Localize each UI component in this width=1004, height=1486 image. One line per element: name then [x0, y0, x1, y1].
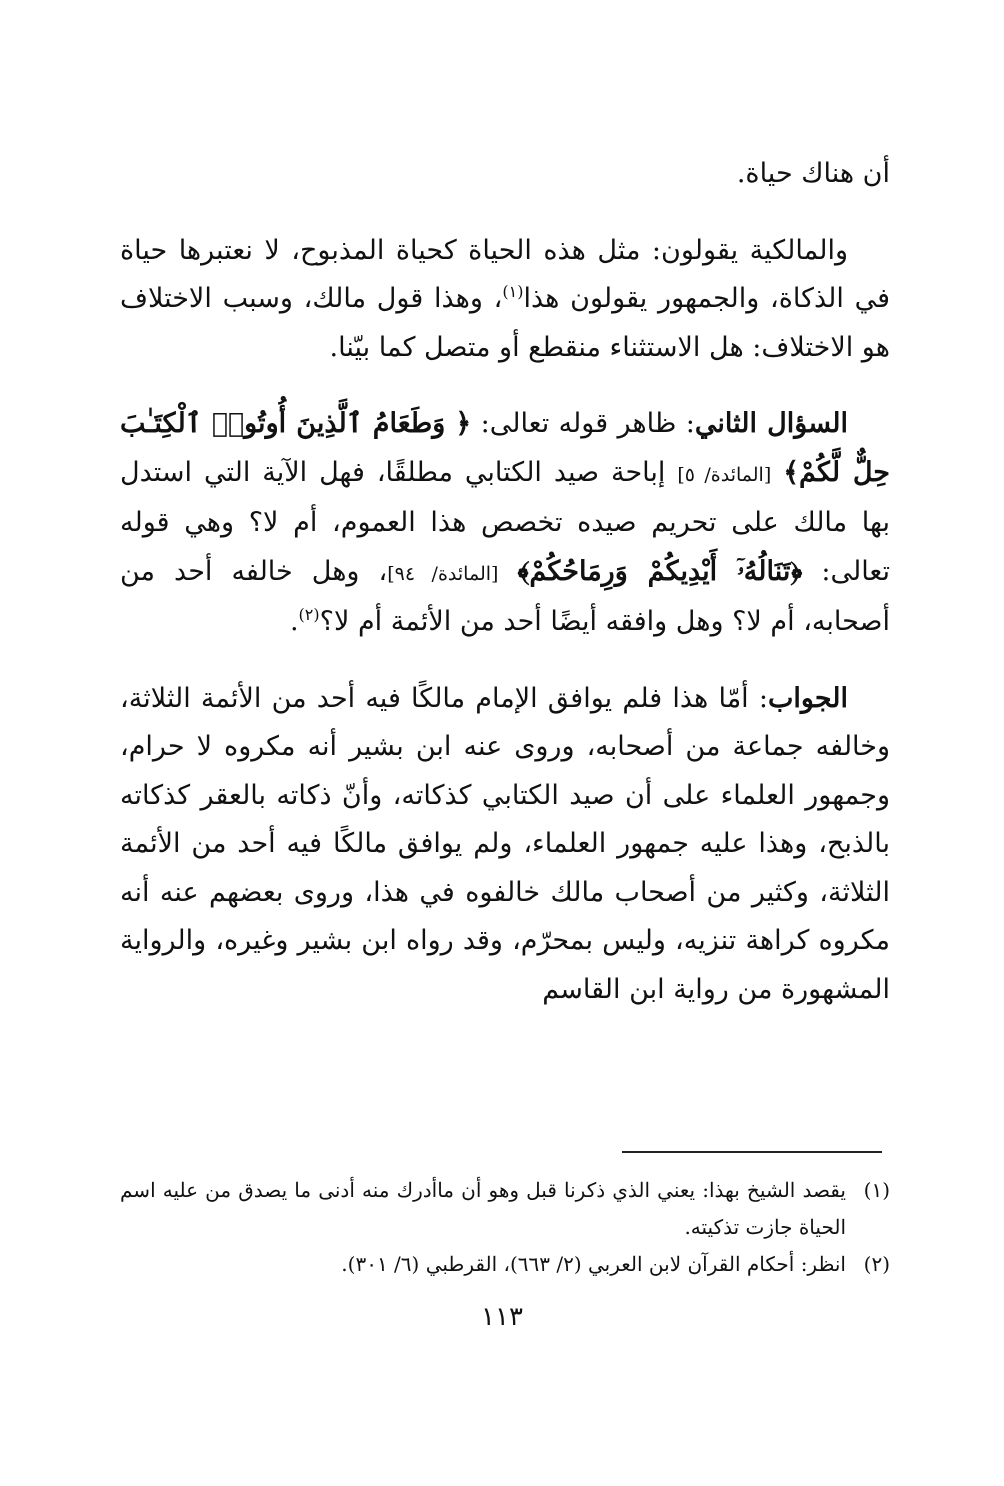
footnote-1: [120, 1172, 890, 1246]
paragraph-3-end: .: [289, 606, 299, 637]
paragraph-4-text: : أمّا هذا فلم يوافق الإمام مالكًا فيه أحد من الأئمة الثلاثة، وخالفه جماعة من أصحابه، وروى عنه ابن بشير أنه مكروه لا حرام، وجمهور العلماء على أن صيد الكتابي كذكاته، وأنّ ذكاته بالعقر كذكاته بالذبح، وهذا عليه جمهور العلماء، ولم يوافق مالكًا فيه أحد من الأئمة الثلاثة، وكثير من أصحاب مالك خالفوه في هذا، وروى بعضهم عنه أنه مكروه كراهة تنزيه، وليس بمحرّم، وقد رواه ابن بشير وغيره، والرواية المشهورة من رواية ابن القاسم: [120, 682, 890, 1005]
answer-label: الجواب: [767, 682, 848, 714]
paragraph-3-text-b: إباحة صيد الكتابي مطلقًا، فهل الآية التي استدل بها مالك على تحريم صيده تخصص هذا العموم، أم لا؟ وهي قوله تعالى:: [120, 456, 890, 587]
footnote-separator: [622, 1151, 882, 1153]
paragraph-1-text: أن هناك حياة.: [736, 158, 890, 189]
footnote-2-number: (٢): [863, 1252, 890, 1276]
paragraph-2-text-b: ، وهذا قول مالك، وسبب الاختلاف هو الاختلاف: هل الاستثناء منقطع أو متصل كما بيّنا.: [120, 283, 890, 363]
footnote-ref-2[interactable]: (٢): [298, 605, 320, 624]
footnote-2: [120, 1246, 890, 1283]
verse-reference-2: [المائدة/ ٩٤]: [387, 562, 499, 585]
footnote-1-text: يقصد الشيخ بهذا: يعني الذي ذكرنا قبل وهو أن ماأدرك منه أدنى ما يصدق من عليه اسم الحياة جازت تذكيته.: [120, 1178, 846, 1239]
paragraph-3-text-c: ، وهل خالفه أحد من أصحابه، أم لا؟ وهل وافقه أيضًا أحد من الأئمة أم لا؟: [120, 555, 890, 637]
footnote-2-text: انظر: أحكام القرآن لابن العربي (٢/ ٦٦٣)، القرطبي (٦/ ٣٠١).: [341, 1252, 846, 1276]
paragraph-4: [120, 675, 890, 1015]
page-number: ١١٣: [481, 1302, 523, 1332]
paragraph-2: [120, 227, 890, 373]
verse-reference-1: [المائدة/ ٥]: [677, 463, 772, 486]
question-label: السؤال الثاني: [694, 408, 849, 439]
paragraph-3-text-a: : ظاهر قوله تعالى:: [471, 408, 695, 439]
footnote-1-number: (١): [863, 1178, 890, 1202]
quran-verse-1: ﴿ وَطَعَامُ ٱلَّذِينَ أُوتُوا۟ ٱلْكِتَـٰبَ حِلٌّ لَّكُمْ﴾: [120, 408, 890, 488]
quran-verse-2: ﴿تَنَالُهُۥٓ أَيْدِيكُمْ وَرِمَاحُكُمْ﴾: [517, 555, 803, 587]
footnote-ref-1[interactable]: (١): [502, 282, 524, 301]
main-text: [120, 150, 890, 1014]
paragraph-3: [120, 400, 890, 647]
paragraph-1: [120, 150, 890, 199]
footnotes: [120, 1172, 890, 1283]
paragraph-2-text-a: والمالكية يقولون: مثل هذه الحياة كحياة المذبوح، لا نعتبرها حياة في الذكاة، والجمهور يقولون هذا: [120, 234, 891, 314]
